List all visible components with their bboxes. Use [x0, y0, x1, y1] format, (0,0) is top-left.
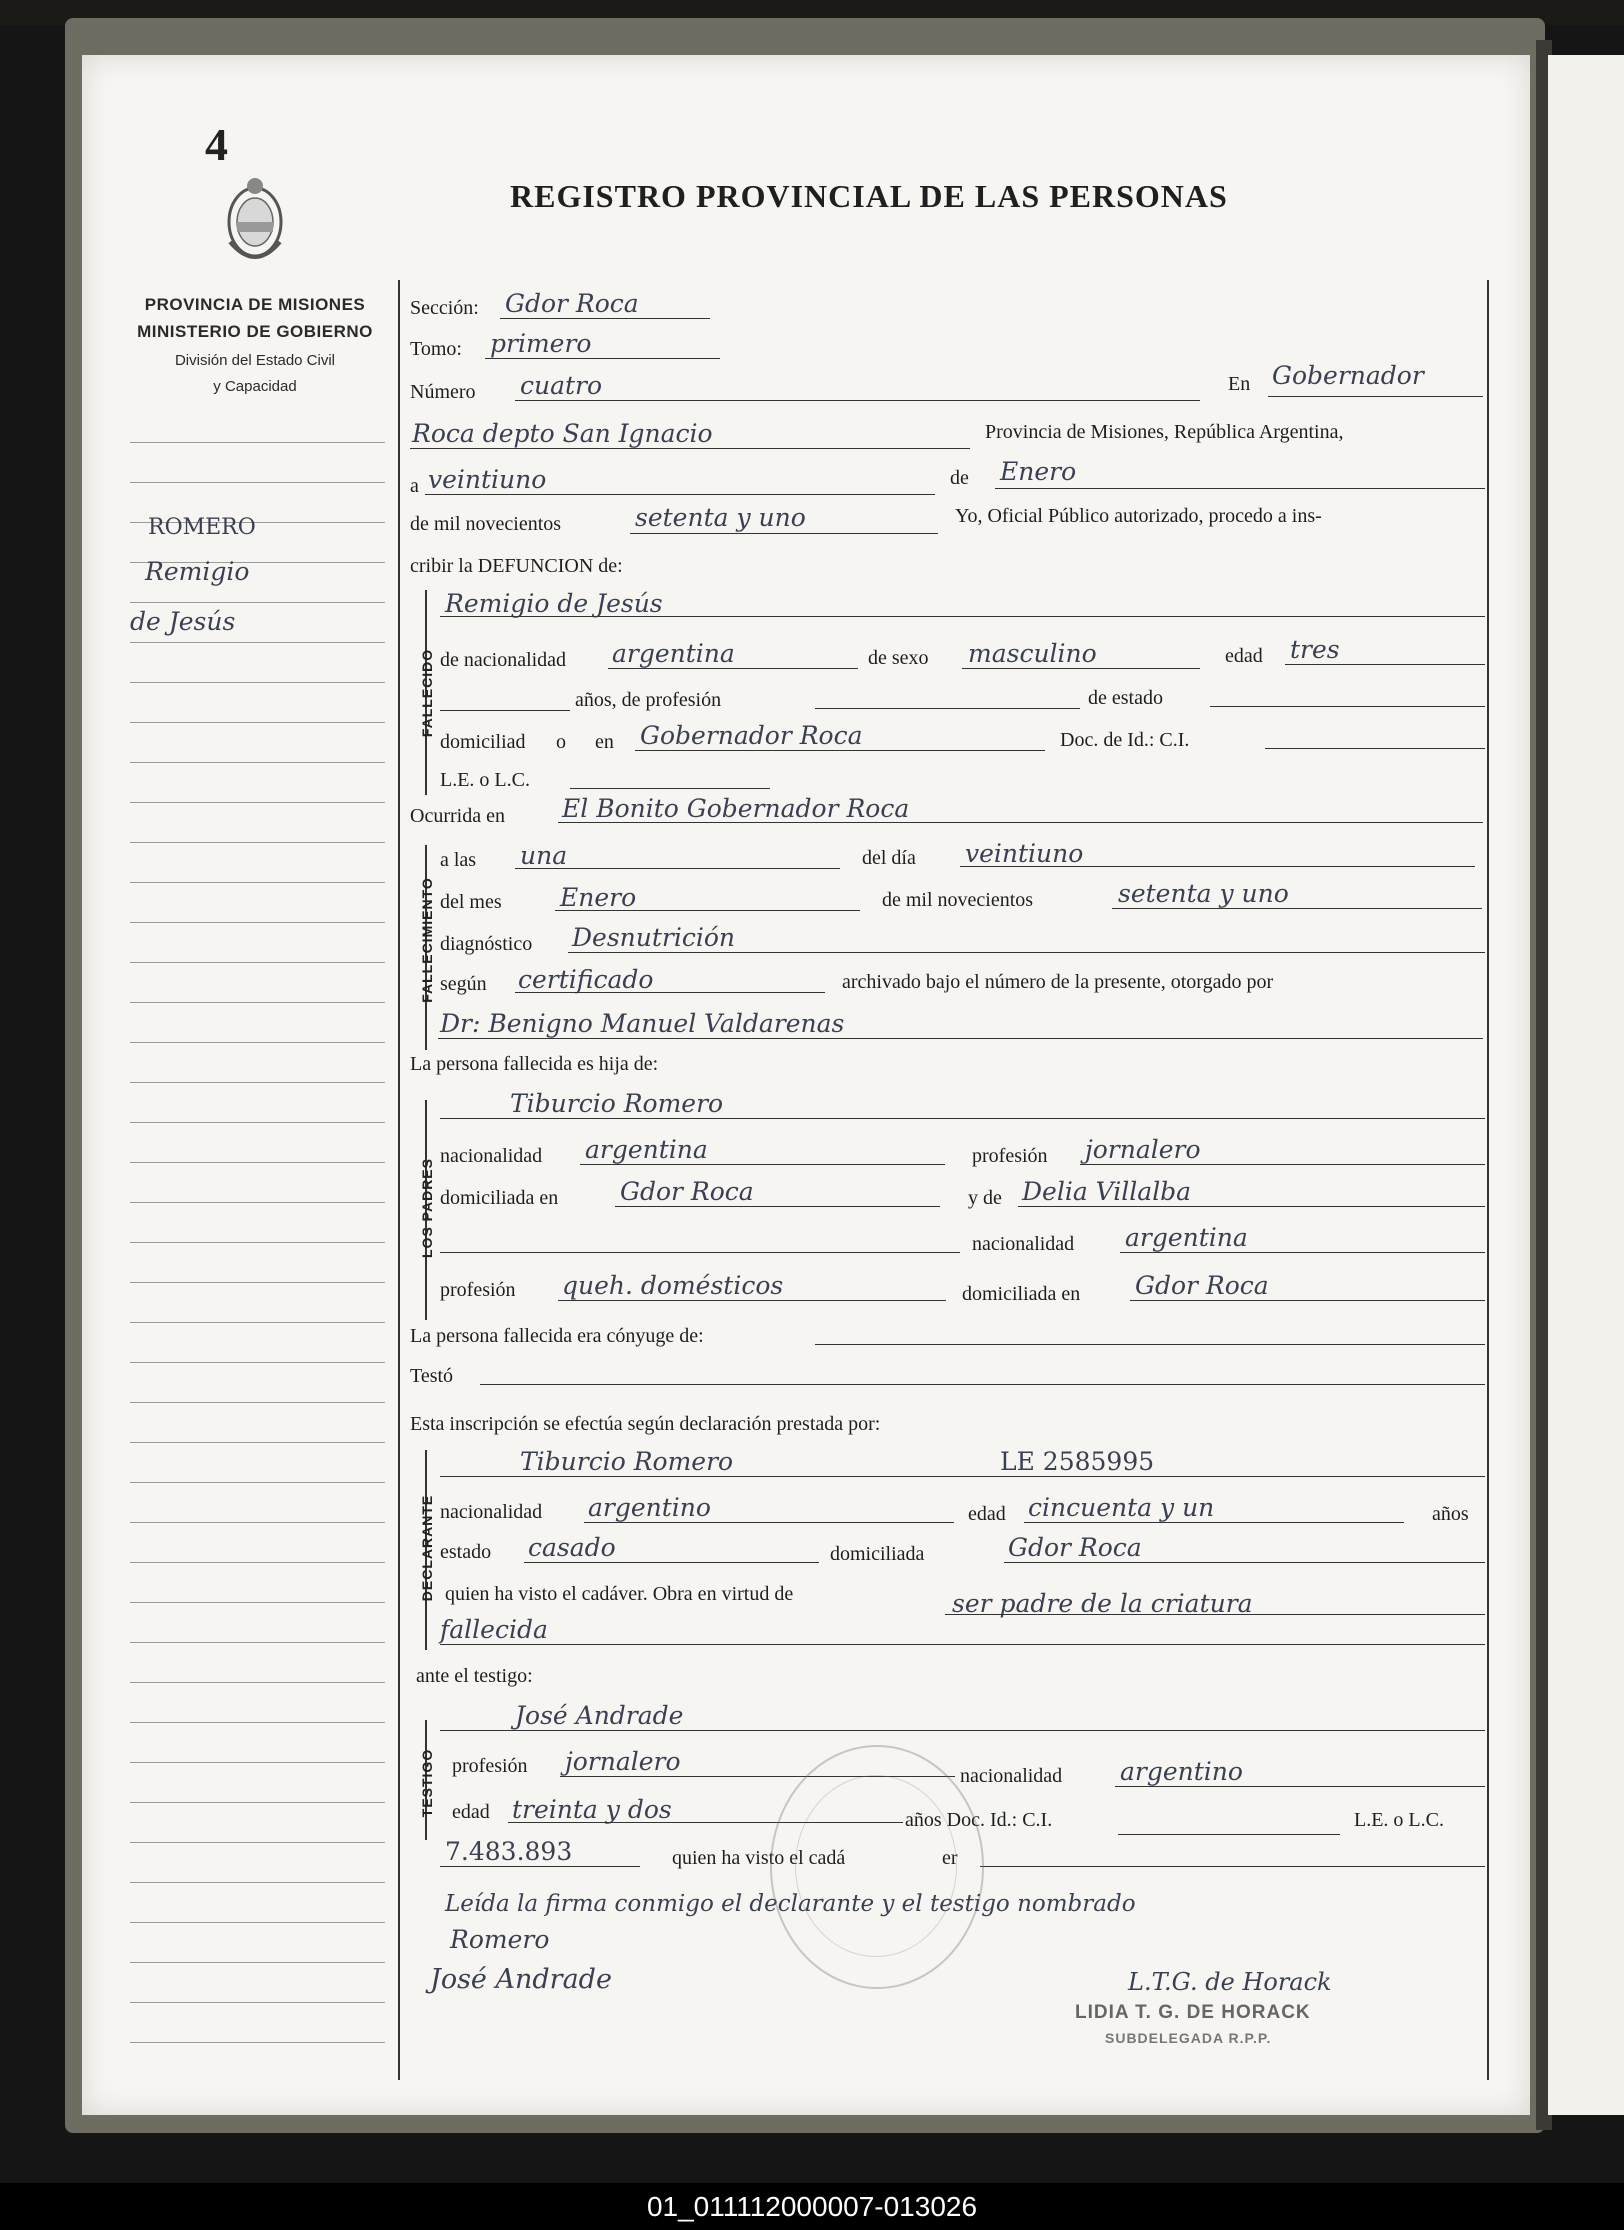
margin-rule	[130, 1922, 385, 1923]
margin-rule	[130, 1802, 385, 1803]
line-diagnostico	[568, 952, 1485, 953]
value-a-las: una	[520, 841, 568, 870]
value-nombre: Remigio de Jesús	[445, 589, 663, 618]
label-conyuge: La persona fallecida era cónyuge de:	[410, 1325, 704, 1347]
line-madre-dom	[1130, 1300, 1485, 1301]
margin-rule	[130, 962, 385, 963]
value-medico: Dr: Benigno Manuel Valdarenas	[440, 1009, 845, 1038]
line-nacionalidad	[608, 668, 858, 669]
label-de-mil: de mil novecientos	[410, 513, 562, 535]
value-en: Gobernador	[1272, 361, 1424, 390]
section-fallecimiento: FALLECIMIENTO	[419, 877, 435, 1003]
office-division: División del Estado Civil	[174, 352, 336, 369]
label-testo: Testó	[410, 1365, 454, 1387]
line-de-mil	[630, 533, 938, 534]
line-edad	[1285, 664, 1485, 665]
margin-rule	[130, 1562, 385, 1563]
line-anio	[1112, 908, 1482, 909]
label-numero: Número	[410, 381, 476, 403]
margin-rule	[130, 682, 385, 683]
section-testigo: TESTIGO	[419, 1748, 435, 1818]
margin-rule	[130, 1242, 385, 1243]
line-madre-nac	[1120, 1252, 1485, 1253]
value-de: Enero	[1000, 457, 1077, 486]
label-a-las: a las	[440, 849, 477, 871]
line-testigo	[440, 1730, 1485, 1731]
label-test-edad: edad	[452, 1801, 490, 1823]
section-padres: LOS PADRES	[419, 1158, 435, 1258]
line-decl-obra	[945, 1614, 1485, 1615]
line-en	[1268, 396, 1483, 397]
label-seccion: Sección:	[410, 297, 479, 319]
value-mes: Enero	[560, 883, 637, 912]
value-anio: setenta y uno	[1118, 879, 1289, 908]
office-ministry: MINISTERIO DE GOBIERNO	[137, 322, 373, 341]
value-declarante-doc: LE 2585995	[1000, 1447, 1155, 1476]
line-decl-nac	[584, 1522, 954, 1523]
value-padre: Tiburcio Romero	[510, 1089, 724, 1118]
margin-rule	[130, 922, 385, 923]
line-madre-prof	[558, 1300, 946, 1301]
line-conyuge	[815, 1344, 1485, 1345]
margin-rule	[130, 1962, 385, 1963]
margin-rule	[130, 2002, 385, 2003]
margin-rule	[130, 2042, 385, 2043]
label-edad: edad	[1225, 645, 1263, 667]
label-test-anos-doc: años Doc. Id.: C.I.	[905, 1809, 1053, 1831]
label-padre-nac: nacionalidad	[440, 1145, 543, 1167]
value-firma2: José Andrade	[430, 1964, 612, 1995]
value-dia: veintiuno	[965, 839, 1084, 868]
line-estado	[1210, 706, 1485, 707]
value-de-mil: setenta y uno	[635, 503, 806, 532]
section-declarante: DECLARANTE	[419, 1494, 435, 1602]
line-numero	[515, 400, 1200, 401]
line-test-visto	[980, 1866, 1485, 1867]
line-profesion	[815, 708, 1080, 709]
margin-rule	[130, 1882, 385, 1883]
margin-rule	[130, 1442, 385, 1443]
label-en2: en	[595, 731, 614, 753]
official-stamp-inner	[795, 1775, 957, 1957]
line-testo	[480, 1384, 1485, 1385]
label-nacionalidad: de nacionalidad	[440, 649, 567, 671]
margin-rule	[130, 1282, 385, 1283]
margin-rule	[130, 1682, 385, 1683]
margin-rule	[130, 1642, 385, 1643]
line-anos	[440, 710, 570, 711]
margin-note-name2: de Jesús	[130, 607, 236, 636]
label-estado: de estado	[1088, 687, 1163, 709]
label-decl-anos: años	[1432, 1503, 1469, 1525]
line-seccion	[500, 318, 710, 319]
value-diagnostico: Desnutrición	[572, 923, 736, 952]
value-firma1: Romero	[450, 1925, 550, 1954]
margin-rule	[130, 442, 385, 443]
label-padre-dom: domiciliada en	[440, 1187, 559, 1209]
label-inscribir: cribir la DEFUNCION de:	[410, 555, 623, 577]
value-domiciliado-suffix: o	[556, 731, 566, 753]
value-declarante: Tiburcio Romero	[520, 1447, 734, 1476]
label-del-mes: del mes	[440, 891, 502, 913]
value-testigo: José Andrade	[515, 1701, 684, 1730]
line-le-lc	[570, 788, 770, 789]
form-right-border	[1487, 280, 1489, 2080]
label-a: a	[410, 475, 419, 497]
value-nacionalidad: argentina	[612, 639, 735, 668]
label-archivado: archivado bajo el número de la presente, otorgado por	[842, 971, 1274, 993]
margin-rule	[130, 762, 385, 763]
page-number: 4	[205, 119, 228, 170]
label-ante: ante el testigo:	[416, 1665, 533, 1687]
label-test-er: er	[942, 1847, 958, 1869]
form-divider	[398, 280, 400, 2080]
label-decl-estado: estado	[440, 1541, 492, 1563]
line-mes	[555, 910, 860, 911]
label-decl-nac: nacionalidad	[440, 1501, 543, 1523]
value-decl-nac: argentino	[588, 1493, 711, 1522]
line-decl-obra2	[440, 1644, 1485, 1645]
line-padre	[440, 1118, 1485, 1119]
line-tomo	[485, 358, 720, 359]
line-test-doc	[1118, 1834, 1340, 1835]
value-decl-obra: ser padre de la criatura	[952, 1589, 1253, 1618]
value-lugar: Roca depto San Ignacio	[412, 419, 713, 448]
margin-rule	[130, 1522, 385, 1523]
signatory-role: SUBDELEGADA R.P.P.	[1105, 2030, 1272, 2046]
line-declarante	[440, 1476, 1485, 1477]
margin-rule	[130, 1122, 385, 1123]
office-province: PROVINCIA DE MISIONES	[144, 295, 366, 314]
document-title: REGISTRO PROVINCIAL DE LAS PERSONAS	[510, 178, 1228, 214]
label-test-nac: nacionalidad	[960, 1765, 1063, 1787]
label-madre-prof: profesión	[440, 1279, 516, 1301]
line-padre-dom	[615, 1206, 940, 1207]
margin-rule	[130, 1722, 385, 1723]
label-inscripcion: Esta inscripción se efectúa según declaración prestada por:	[410, 1413, 881, 1435]
value-decl-dom: Gdor Roca	[1008, 1533, 1142, 1562]
line-segun	[515, 992, 825, 993]
value-edad: tres	[1290, 635, 1340, 664]
value-madre-prof: queh. domésticos	[562, 1271, 784, 1300]
value-madre-nac: argentina	[1125, 1223, 1248, 1252]
margin-rule	[130, 882, 385, 883]
value-a: veintiuno	[428, 465, 547, 494]
margin-rule	[130, 802, 385, 803]
label-doc-id: Doc. de Id.: C.I.	[1060, 729, 1190, 751]
margin-rule	[130, 1602, 385, 1603]
label-madre-nac: nacionalidad	[972, 1233, 1075, 1255]
label-y-de: y de	[968, 1187, 1002, 1209]
label-oficial: Yo, Oficial Público autorizado, procedo a ins-	[955, 505, 1322, 527]
label-tomo: Tomo:	[410, 338, 462, 360]
value-numero: cuatro	[520, 371, 603, 400]
signatory-name: LIDIA T. G. DE HORACK	[1075, 2002, 1311, 2023]
line-decl-dom	[1004, 1562, 1485, 1563]
value-test-prof: jornalero	[565, 1747, 681, 1776]
label-del-dia: del día	[862, 847, 916, 869]
margin-note-name: Remigio	[145, 557, 250, 586]
margin-rule	[130, 1362, 385, 1363]
line-test-nac	[1115, 1786, 1485, 1787]
margin-rule	[130, 1402, 385, 1403]
label-test-le-lc: L.E. o L.C.	[1354, 1809, 1444, 1831]
margin-rule	[130, 642, 385, 643]
line-decl-edad	[1024, 1522, 1404, 1523]
line-madre	[1018, 1206, 1485, 1207]
label-decl-dom: domiciliada	[830, 1543, 925, 1565]
line-ocurrida	[558, 822, 1483, 823]
value-firma-oficial: L.T.G. de Horack	[1128, 1968, 1332, 1996]
label-decl-visto: quien ha visto el cadáver. Obra en virtud de	[445, 1583, 794, 1605]
label-en: En	[1228, 373, 1251, 395]
label-decl-edad: edad	[968, 1503, 1006, 1525]
margin-rule	[130, 1842, 385, 1843]
value-decl-edad: cincuenta y un	[1028, 1493, 1215, 1522]
value-domicilio: Gobernador Roca	[640, 721, 863, 750]
value-cierre: Leída la firma conmigo el declarante y el testigo nombrado	[445, 1891, 1136, 1917]
footer-id: 01_011112000007-013026	[0, 2183, 1624, 2230]
value-test-edad: treinta y dos	[512, 1795, 672, 1824]
line-domicilio	[635, 750, 1045, 751]
label-de: de	[950, 467, 969, 489]
label-diagnostico: diagnóstico	[440, 933, 533, 955]
margin-rule	[130, 842, 385, 843]
label-de-mil2: de mil novecientos	[882, 889, 1034, 911]
value-tomo: primero	[490, 329, 592, 358]
label-ocurrida: Ocurrida en	[410, 805, 505, 827]
line-padre-prof	[1080, 1164, 1485, 1165]
value-seccion: Gdor Roca	[505, 289, 639, 318]
value-ocurrida: El Bonito Gobernador Roca	[562, 794, 910, 823]
line-sexo	[962, 668, 1200, 669]
label-provincia: Provincia de Misiones, República Argentina,	[985, 421, 1344, 443]
line-a	[425, 494, 935, 495]
label-segun: según	[440, 973, 487, 995]
line-nombre	[440, 616, 1485, 617]
section-fallecido: FALLECIDO	[419, 648, 435, 738]
label-domiciliado: domiciliad	[440, 731, 526, 753]
margin-rule	[130, 1162, 385, 1163]
value-sexo: masculino	[968, 639, 1097, 668]
label-madre-dom: domiciliada en	[962, 1283, 1081, 1305]
margin-rule	[130, 1002, 385, 1003]
label-test-visto: quien ha visto el cadá	[672, 1847, 846, 1869]
line-padre-nac	[580, 1164, 945, 1165]
value-padre-nac: argentina	[585, 1135, 708, 1164]
line-madre-extra	[440, 1252, 960, 1253]
value-madre-dom: Gdor Roca	[1135, 1271, 1269, 1300]
value-segun: certificado	[518, 965, 654, 994]
label-le-lc: L.E. o L.C.	[440, 769, 530, 791]
value-padre-prof: jornalero	[1085, 1135, 1201, 1164]
line-dia	[960, 866, 1475, 867]
line-a-las	[515, 868, 840, 869]
label-anos-prof: años, de profesión	[575, 689, 722, 711]
line-medico	[438, 1038, 1483, 1039]
margin-rule	[130, 1322, 385, 1323]
margin-rule	[130, 1082, 385, 1083]
office-capacity: y Capacidad	[213, 378, 297, 395]
coat-of-arms-icon	[220, 172, 290, 282]
value-madre: Delia Villalba	[1022, 1177, 1192, 1206]
value-test-doc: 7.483.893	[445, 1837, 573, 1866]
line-lugar	[410, 448, 970, 449]
margin-rule	[130, 602, 385, 603]
margin-note-surname: ROMERO	[148, 515, 256, 540]
margin-rule	[130, 1042, 385, 1043]
value-padre-dom: Gdor Roca	[620, 1177, 754, 1206]
value-test-nac: argentino	[1120, 1757, 1243, 1786]
margin-rule	[130, 1202, 385, 1203]
margin-rule	[130, 722, 385, 723]
line-decl-estado	[524, 1562, 819, 1563]
margin-rule	[130, 1762, 385, 1763]
margin-rule	[130, 1482, 385, 1483]
line-doc-id	[1265, 748, 1485, 749]
next-page-edge	[1548, 55, 1624, 2115]
label-hija-de: La persona fallecida es hija de:	[410, 1053, 659, 1075]
margin-rule	[130, 482, 385, 483]
line-test-doc2	[440, 1866, 640, 1867]
label-sexo: de sexo	[868, 647, 929, 669]
line-de	[995, 488, 1485, 489]
label-padre-prof: profesión	[972, 1145, 1048, 1167]
label-test-prof: profesión	[452, 1755, 528, 1777]
value-decl-obra2: fallecida	[440, 1615, 548, 1644]
value-decl-estado: casado	[528, 1533, 616, 1562]
